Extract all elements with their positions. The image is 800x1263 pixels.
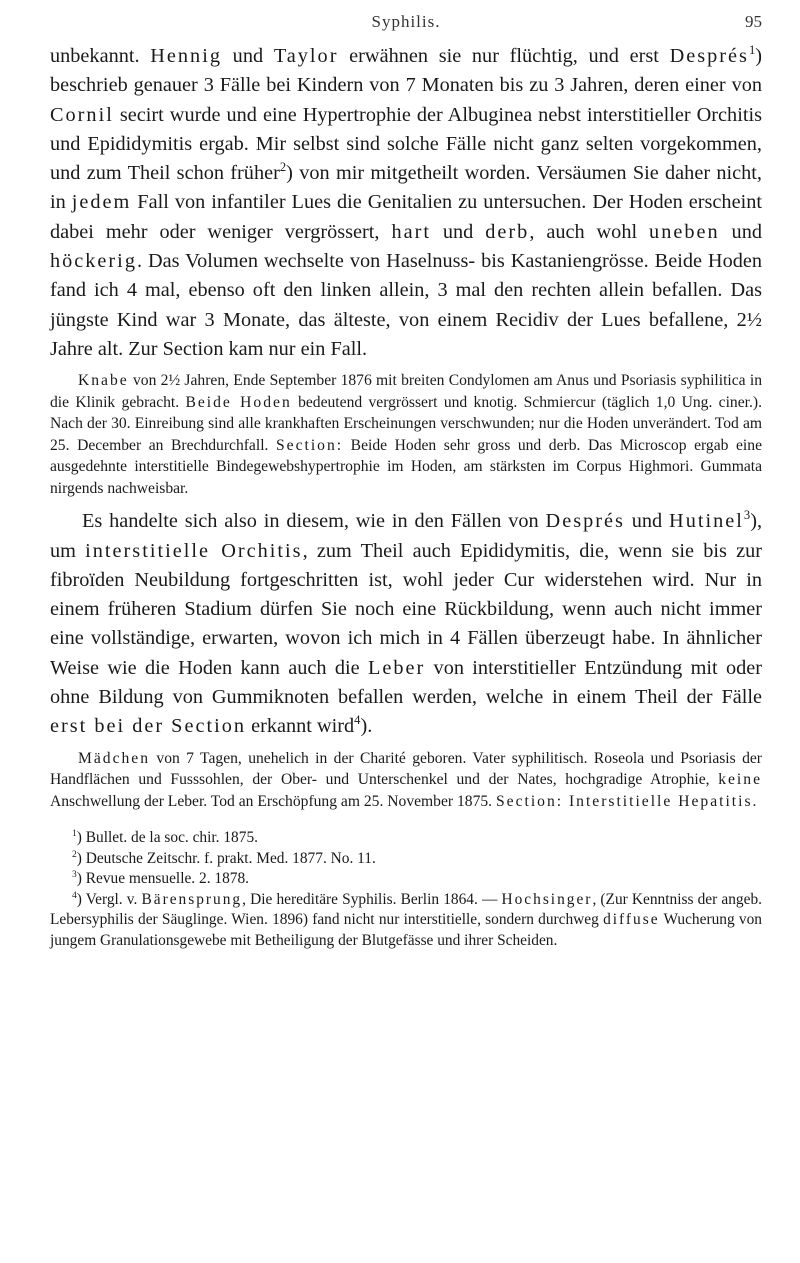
emphasis: Section:	[276, 436, 344, 454]
footnotes	[50, 828, 762, 951]
emphasis: Knabe	[78, 372, 129, 390]
author-name: Hutinel	[669, 510, 744, 533]
emphasis: interstitielle Orchitis	[85, 539, 303, 562]
text: ) von mir mitgetheilt worden. Versäumen Sie daher nicht, in	[50, 162, 763, 214]
emphasis: derb	[485, 220, 530, 243]
author-name: Hochsinger	[501, 890, 593, 908]
text: ).	[360, 715, 373, 738]
text: ), um	[50, 510, 763, 562]
text: und	[221, 45, 274, 67]
case-report-2	[50, 748, 762, 813]
author-name: Després	[669, 45, 749, 67]
author-name: Taylor	[273, 45, 339, 67]
emphasis: diffuse	[603, 911, 660, 929]
text: Anschwellung der Leber. Tod an Erschöpfung am 25. November 1875.	[50, 792, 496, 810]
footnote-text: ) Deutsche Zeitschr. f. prakt. Med. 1877. No. 11.	[76, 849, 376, 867]
text: von interstitieller Entzündung mit oder ohne Bildung von Gummiknoten befallen werden, welche in einem Theil der Fälle	[50, 656, 762, 709]
running-header	[50, 0, 762, 42]
footnote-mark: 2	[72, 848, 77, 860]
text: Fall von infantiler Lues die Genitalien zu untersuchen. Der Hoden erscheint dabei mehr oder weniger vergrössert,	[50, 191, 762, 243]
text: von 2½ Jahren, Ende September 1876 mit breiten Condylomen am Anus und Psoriasis syphilitica in die Klinik gebracht.	[50, 372, 762, 411]
footnote-mark: 1	[72, 828, 77, 840]
footnote-ref: 1	[748, 43, 756, 58]
text: , Die hereditäre Syphilis. Berlin 1864. —	[242, 890, 502, 908]
footnote-text: ) Revue mensuelle. 2. 1878.	[76, 870, 250, 888]
text: erkannt wird	[246, 715, 355, 738]
author-name: Hennig	[150, 45, 222, 67]
text: . Das Volumen wechselte von Haselnuss- bis Kastaniengrösse. Beide Hoden fand ich 4 mal, ebenso oft den linken allein, 3 mal den rechten allein befallen. Das jüngste Kind war 3 Monate, das älteste, von einem Recidiv der Lues befallene, 2½ Jahre alt. Zur Section kam nur ein Fall.	[50, 250, 762, 360]
emphasis: uneben	[649, 220, 720, 243]
book-page	[50, 0, 762, 951]
footnote-3	[50, 869, 762, 890]
footnote-mark: 3	[72, 869, 77, 881]
footnote-ref: 3	[743, 508, 751, 523]
emphasis: Section: Interstitielle Hepatitis.	[495, 792, 759, 810]
text: ) beschrieb genauer 3 Fälle bei Kindern von 7 Monaten bis zu 3 Jahren, deren einer von	[50, 45, 763, 97]
text: und	[430, 220, 486, 243]
text: und	[624, 510, 670, 533]
text: , (Zur Kenntniss der angeb. Lebersyphilis der Säuglinge. Wien. 1896) fand nicht nur interstitielle, sondern durchweg	[50, 890, 762, 929]
text: unbekannt.	[50, 45, 151, 67]
emphasis: keine	[718, 771, 762, 789]
author-name: Després	[545, 510, 625, 533]
text: Wucherung von jungem Granulationsgewebe mit Betheiligung der Blutgefässe und ihrer Scheiden.	[50, 911, 762, 949]
footnote-4	[50, 890, 762, 952]
text: bedeutend vergrössert und knotig. Schmiercur (täglich 1,0 Ung. ciner.). Nach der 30. Einreibung sind alle krankhaften Erscheinungen verschwunden; nur die Hoden unverändert. Tod am 25. December an Brechdurchfall.	[50, 393, 762, 454]
text: von 7 Tagen, unehelich in der Charité geboren. Vater syphilitisch. Roseola und Psoriasis der Handflächen und Fusssohlen, der Ober- und Unterschenkel und der Nates, hochgradige Atrophie,	[50, 749, 762, 789]
emphasis: höckerig	[50, 250, 137, 273]
footnote-2	[50, 849, 762, 870]
text: ) Vergl. v.	[76, 890, 142, 908]
author-name: Cornil	[50, 103, 114, 126]
emphasis: erst bei der Section	[50, 715, 247, 738]
emphasis: jedem	[71, 191, 132, 214]
emphasis: Mädchen	[78, 749, 151, 767]
emphasis: Leber	[367, 656, 426, 679]
text: erwähnen sie nur flüchtig, und erst	[338, 45, 670, 67]
text: Es handelte sich also in diesem, wie in den Fällen von	[82, 510, 546, 533]
text: und	[719, 220, 762, 243]
author-name: Bärensprung	[141, 890, 243, 908]
footnote-ref: 2	[279, 160, 287, 175]
footnote-1	[50, 828, 762, 849]
case-report-1	[50, 370, 762, 499]
text: secirt wurde und eine Hypertrophie der Albuginea nebst interstitieller Orchitis und Epididymitis ergab. Mir selbst sind solche Fälle nicht ganz selten vorgekommen, und zum Theil schon früher	[50, 103, 762, 185]
emphasis: Beide Hoden	[185, 393, 292, 411]
footnote-mark: 4	[72, 889, 77, 901]
text: Beide Hoden sehr gross und derb. Das Microscop ergab eine ausgedehnte interstitielle Bindegewebshypertrophie im Hoden, am stärksten im Corpus Highmori. Gummata nirgends nachweisbar.	[50, 436, 762, 497]
paragraph-2	[50, 507, 762, 741]
page-number: 95	[745, 12, 762, 31]
footnote-ref: 4	[354, 713, 361, 728]
running-title: Syphilis.	[371, 12, 441, 31]
text: , auch wohl	[529, 220, 650, 243]
paragraph-1	[50, 42, 762, 364]
text: , zum Theil auch Epididymitis, die, wenn sie bis zur fibroïden Neubildung fortgeschritten ist, wohl jeder Cur widerstehen wird. Nur in einem früheren Stadium dürfen Sie noch eine Rückbildung, wenn auch nicht immer eine vollständige, erwarten, wovon ich mich in 4 Fällen überzeugt habe. In ähnlicher Weise wie die Hoden kann auch die	[50, 539, 762, 679]
emphasis: hart	[391, 220, 431, 243]
footnote-text: ) Bullet. de la soc. chir. 1875.	[76, 829, 258, 847]
